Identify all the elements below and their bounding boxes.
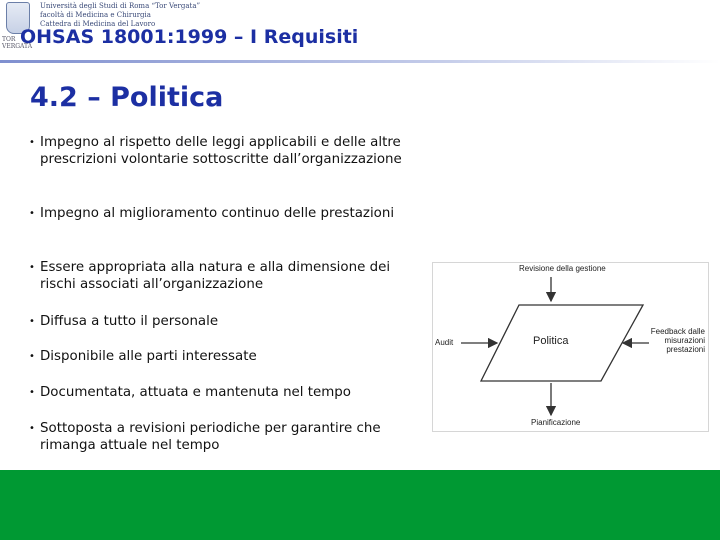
header-divider [0,60,720,63]
bullet-text: Essere appropriata alla natura e alla dimensione dei rischi associati all’organizzazione [40,260,391,292]
bullet-icon: • [29,351,35,362]
bullet-item [27,259,427,293]
policy-diagram [432,262,709,432]
bullet-icon: • [29,137,35,148]
bullet-item [27,134,427,168]
diagram-label-planning: Pianificazione [531,418,581,427]
bullet-icon: • [29,262,35,273]
logo-line: facoltà di Medicina e Chirurgia [40,11,151,19]
diagram-label-policy: Politica [533,335,569,347]
seal-text: TOR VERGATA [2,36,33,50]
logo-line: Cattedra di Medicina del Lavoro [40,20,156,28]
footer-bar [0,470,720,540]
diagram-label-feedback: Feedback dalle misurazioni prestazioni [650,327,705,354]
bullet-text: Diffusa a tutto il personale [40,314,219,329]
logo-line: Università degli Studi di Roma “Tor Vergata” [40,2,201,10]
bullet-icon: • [29,423,35,434]
bullet-item [27,205,427,222]
bullet-item [27,348,427,365]
bullet-text: Impegno al rispetto delle leggi applicabili e delle altre prescrizioni volontarie sottoscritte dall’organizzazione [40,135,402,167]
logo-text [40,2,200,29]
diagram-label-audit: Audit [435,338,454,347]
bullet-item [27,420,427,454]
bullet-icon: • [29,316,35,327]
bullet-item [27,313,427,330]
bullet-text: Impegno al miglioramento continuo delle prestazioni [40,206,395,221]
diagram-label-review: Revisione della gestione [519,264,606,273]
bullet-text: Documentata, attuata e mantenuta nel tempo [40,385,351,400]
header-title: OHSAS 18001:1999 – I Requisiti [20,26,359,48]
bullet-text: Sottoposta a revisioni periodiche per garantire che rimanga attuale nel tempo [40,421,381,453]
bullet-icon: • [29,208,35,219]
slide-title: 4.2 – Politica [30,82,224,113]
bullet-text: Disponibile alle parti interessate [40,349,257,364]
bullet-item [27,384,427,401]
bullet-icon: • [29,387,35,398]
